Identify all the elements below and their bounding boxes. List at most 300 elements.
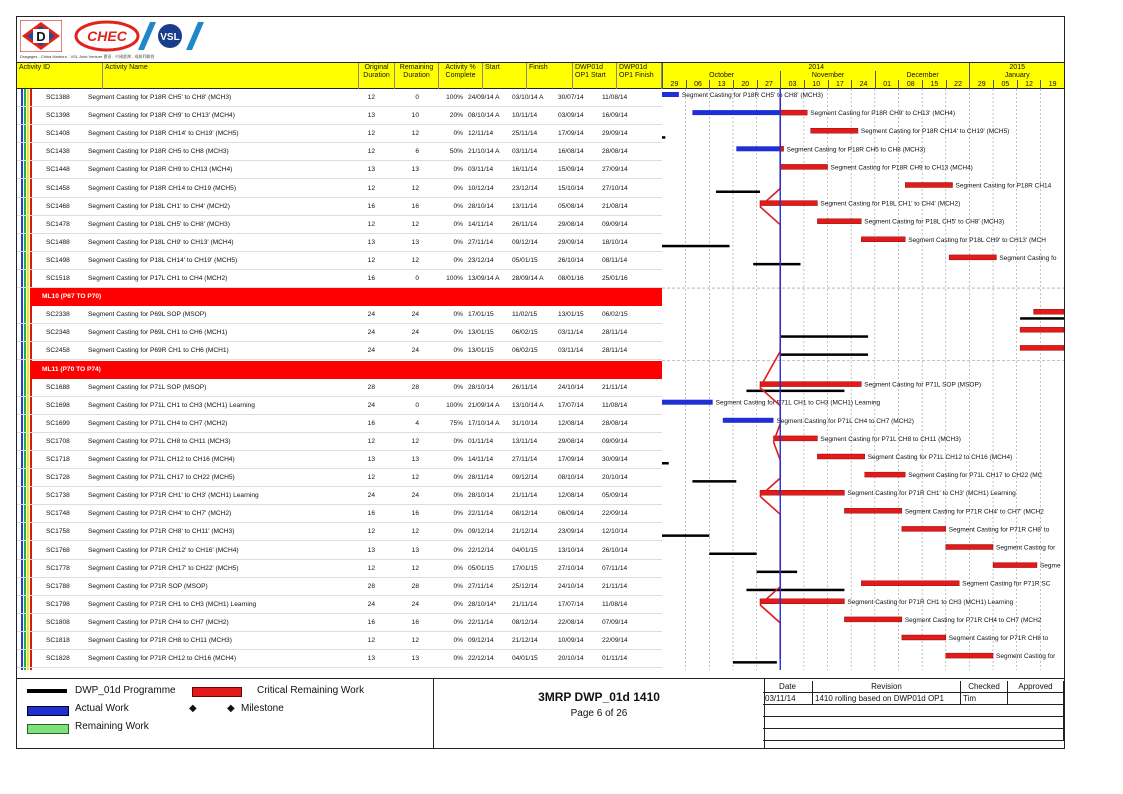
activity-id: SC1688 xyxy=(46,383,70,391)
activity-name: Segment Casting for P69L CH1 to CH6 (MCH1) xyxy=(88,329,228,337)
actual-bar[interactable] xyxy=(692,110,780,115)
pct-complete: 0% xyxy=(453,528,463,536)
table-row[interactable] xyxy=(17,252,662,270)
critical-bar[interactable] xyxy=(902,635,946,640)
dwp-start: 03/11/14 xyxy=(558,347,584,355)
pct-complete: 75% xyxy=(449,419,463,427)
table-row[interactable] xyxy=(17,143,662,161)
original-duration: 24 xyxy=(367,492,375,500)
rev-approved xyxy=(1008,693,1064,705)
finish-date: 13/11/14 xyxy=(512,202,538,210)
activity-name: Segment Casting for P71L CH8 to CH11 (MCH3) xyxy=(88,437,231,445)
critical-bar[interactable] xyxy=(844,508,901,513)
activity-name: Segment Casting for P69R CH1 to CH6 (MCH1) xyxy=(88,347,229,355)
table-row[interactable] xyxy=(17,397,662,415)
finish-date: 27/11/14 xyxy=(512,456,538,463)
remaining-duration: 13 xyxy=(411,456,419,463)
activity-name: Segment Casting for P18L CH14' to CH19' (MCH5) xyxy=(88,256,238,264)
baseline-bar[interactable] xyxy=(780,335,868,338)
dwp-start: 22/08/14 xyxy=(558,618,584,626)
finish-date: 21/12/14 xyxy=(512,637,538,644)
activity-id: SC1698 xyxy=(46,401,70,409)
finish-date: 21/11/14 xyxy=(512,600,538,608)
finish-date: 21/12/14 xyxy=(512,528,538,536)
baseline-bar[interactable] xyxy=(746,390,844,393)
start-date: 08/10/14 A xyxy=(468,112,500,120)
activity-name: Segment Casting for P71L SOP (MSOP) xyxy=(88,383,207,391)
critical-bar[interactable] xyxy=(817,219,861,224)
dwp-finish: 07/09/14 xyxy=(602,618,628,626)
timescale-months xyxy=(662,71,1064,80)
baseline-bar[interactable] xyxy=(662,534,709,537)
bar-label: Segment Casting for P18R CH9 to CH13 (MCH4) xyxy=(830,164,973,172)
week-label: 12 xyxy=(1017,80,1041,89)
table-row[interactable] xyxy=(17,505,662,523)
original-duration: 12 xyxy=(367,474,375,482)
baseline-bar[interactable] xyxy=(662,245,730,248)
dragages-letter: D xyxy=(36,29,46,44)
original-duration: 12 xyxy=(367,94,375,101)
finish-date: 28/09/14 A xyxy=(512,275,544,282)
dwp-finish: 11/08/14 xyxy=(602,94,628,101)
activity-name: Segment Casting for P18R CH5 to CH8 (MCH3) xyxy=(88,148,229,156)
pct-complete: 0% xyxy=(453,600,463,608)
table-row[interactable] xyxy=(17,451,662,469)
start-date: 12/11/14 xyxy=(468,130,494,138)
col-pct-complete[interactable]: Activity % Complete xyxy=(439,63,483,89)
critical-bar[interactable] xyxy=(946,653,993,658)
bar-label: Segment Casting for P18R CH14 xyxy=(955,182,1052,190)
start-date: 14/11/14 xyxy=(468,220,494,228)
start-date: 28/10/14 xyxy=(468,492,494,500)
activity-id: SC1828 xyxy=(46,655,70,663)
baseline-bar[interactable] xyxy=(733,661,777,664)
critical-bar[interactable] xyxy=(861,581,959,586)
critical-bar[interactable] xyxy=(861,237,905,242)
critical-bar[interactable] xyxy=(905,183,952,188)
original-duration: 24 xyxy=(367,401,375,409)
dwp-finish: 28/08/14 xyxy=(602,148,628,156)
start-date: 28/10/14* xyxy=(468,600,497,608)
baseline-bar[interactable] xyxy=(1020,317,1064,320)
activity-name: Segment Casting for P71R CH4' to CH7' (MCH2) xyxy=(88,510,232,518)
dwp-finish: 20/10/14 xyxy=(602,474,628,482)
activity-name: Segment Casting for P71L CH12 to CH16 (MCH4) xyxy=(88,456,235,463)
dwp-start: 16/08/14 xyxy=(558,148,584,156)
table-row[interactable] xyxy=(17,487,662,505)
year-label: 2014 xyxy=(662,63,969,72)
dwp-finish: 27/10/14 xyxy=(602,184,628,192)
bar-label: Segment Casting for P71R CH1 to CH3 (MCH1) Learning xyxy=(847,598,1014,606)
table-row[interactable] xyxy=(17,596,662,614)
dwp-finish: 29/09/14 xyxy=(602,130,628,138)
finish-date: 11/02/15 xyxy=(512,311,538,319)
finish-date: 17/01/15 xyxy=(512,564,538,572)
table-row[interactable] xyxy=(17,89,662,107)
start-date: 28/10/14 xyxy=(468,383,494,391)
bar-label: Segment Casting for P18R CH5 to CH8 (MCH3) xyxy=(786,146,926,154)
dwp-finish: 06/02/15 xyxy=(602,311,628,319)
table-row[interactable] xyxy=(17,632,662,650)
table-row[interactable] xyxy=(17,433,662,451)
remaining-duration: 12 xyxy=(411,130,419,138)
critical-bar[interactable] xyxy=(949,255,996,260)
dwp-finish: 05/09/14 xyxy=(602,492,628,500)
dwp-finish: 08/11/14 xyxy=(602,256,628,264)
baseline-bar[interactable] xyxy=(692,480,736,483)
finish-date: 23/12/14 xyxy=(512,184,538,192)
rev-blank-row xyxy=(763,717,1064,729)
critical-bar[interactable] xyxy=(865,472,906,477)
col-finish[interactable]: Finish xyxy=(527,63,573,89)
activity-name: Segment Casting for P18R CH5' to CH8' (MCH3) xyxy=(88,94,232,101)
legend-milestone-diamond-icon: ◆ xyxy=(227,703,235,714)
start-date: 17/10/14 A xyxy=(468,419,500,427)
year-label: 2015 xyxy=(969,63,1064,72)
critical-bar[interactable] xyxy=(902,526,946,531)
pct-complete: 20% xyxy=(449,112,463,120)
week-label: 24 xyxy=(851,80,875,89)
critical-bar[interactable] xyxy=(993,563,1037,568)
activity-name: Segment Casting for P71R CH8 to CH11 (MCH3) xyxy=(88,637,232,644)
dwp-start: 12/08/14 xyxy=(558,419,584,427)
baseline-bar[interactable] xyxy=(662,462,669,465)
legend-milestone-icon: ◆ xyxy=(189,703,197,714)
dwp-start: 03/11/14 xyxy=(558,329,584,337)
week-label: 27 xyxy=(757,80,781,89)
start-date: 24/09/14 A xyxy=(468,94,500,101)
dwp-finish: 22/09/14 xyxy=(602,637,628,644)
remaining-duration: 12 xyxy=(411,474,419,482)
activity-id: SC1728 xyxy=(46,474,70,482)
dwp-start: 29/09/14 xyxy=(558,238,584,246)
remaining-duration: 16 xyxy=(411,510,419,518)
pct-complete: 0% xyxy=(453,220,463,228)
start-date: 03/11/14 xyxy=(468,166,494,174)
finish-date: 09/12/14 xyxy=(512,238,538,246)
col-activity-id[interactable]: Activity ID xyxy=(17,63,103,89)
original-duration: 12 xyxy=(367,184,375,192)
dwp-finish: 11/08/14 xyxy=(602,600,628,608)
bar-label: Segment Casting for P71L CH4 to CH7 (MCH2) xyxy=(776,417,914,425)
dwp-finish: 21/11/14 xyxy=(602,383,628,391)
bar-label: Segment Casting for P71L SOP (MSOP) xyxy=(864,381,982,389)
original-duration: 16 xyxy=(367,419,375,427)
vsl-logo xyxy=(136,20,204,52)
dwp-finish: 28/11/14 xyxy=(602,329,628,337)
col-original-duration[interactable]: Original Duration xyxy=(359,63,395,89)
baseline-bar[interactable] xyxy=(753,263,800,266)
baseline-bar[interactable] xyxy=(780,353,868,356)
table-row[interactable] xyxy=(17,161,662,179)
dwp-finish: 27/09/14 xyxy=(602,166,628,174)
original-duration: 16 xyxy=(367,202,375,210)
rev-blank-row xyxy=(763,729,1064,741)
actual-bar[interactable] xyxy=(662,400,713,405)
original-duration: 13 xyxy=(367,238,375,246)
rev-header-date: Date xyxy=(763,681,813,693)
original-duration: 12 xyxy=(367,256,375,264)
activity-name: Segment Casting for P18R CH14 to CH19 (MCH5) xyxy=(88,184,237,192)
table-row[interactable] xyxy=(17,180,662,198)
remaining-duration: 13 xyxy=(411,238,419,246)
table-row[interactable] xyxy=(17,125,662,143)
activity-name: Segment Casting for P18L CH1' to CH4' (MCH2) xyxy=(88,202,230,210)
table-row[interactable] xyxy=(17,234,662,252)
remaining-duration: 13 xyxy=(411,546,419,554)
dwp-start: 26/10/14 xyxy=(558,256,584,264)
baseline-bar[interactable] xyxy=(709,553,756,556)
remaining-duration: 24 xyxy=(411,347,419,355)
col-start[interactable]: Start xyxy=(483,63,527,89)
finish-date: 26/11/14 xyxy=(512,383,538,391)
dwp-finish: 26/10/14 xyxy=(602,546,628,554)
bar-label: Segment Casting for P18R CH14' to CH19' (MCH5) xyxy=(860,128,1010,136)
bar-label: Segment Casting for P18R CH5' to CH8' (MCH3) xyxy=(681,92,824,99)
remaining-duration: 12 xyxy=(411,528,419,536)
month-label: December xyxy=(875,71,970,80)
table-row[interactable] xyxy=(17,107,662,125)
activity-id: SC1448 xyxy=(46,166,70,174)
finish-date: 25/12/14 xyxy=(512,582,538,590)
dwp-start: 24/10/14 xyxy=(558,582,584,590)
activity-name: Segment Casting for P18L CH5' to CH8' (MCH3) xyxy=(88,220,230,228)
table-row[interactable] xyxy=(17,650,662,668)
activity-id: SC1518 xyxy=(46,275,70,282)
table-row[interactable] xyxy=(17,560,662,578)
bar-label: Segment Casting for P71L CH1 to CH3 (MCH1) Learning xyxy=(715,399,881,407)
original-duration: 13 xyxy=(367,456,375,463)
table-row[interactable] xyxy=(17,324,662,342)
legend-critical-label: Critical Remaining Work xyxy=(257,685,365,696)
dwp-finish: 21/08/14 xyxy=(602,202,628,210)
activity-name: Segment Casting for P71R CH12 to CH16 (MCH4) xyxy=(88,655,237,663)
legend-milestone-label: Milestone xyxy=(241,703,284,714)
baseline-bar[interactable] xyxy=(716,191,760,194)
table-row[interactable] xyxy=(17,216,662,234)
activity-id: SC1818 xyxy=(46,637,70,644)
table-row[interactable] xyxy=(17,614,662,632)
rev-header-revision: Revision xyxy=(813,681,961,693)
actual-bar[interactable] xyxy=(736,146,780,151)
original-duration: 24 xyxy=(367,329,375,337)
pct-complete: 0% xyxy=(453,546,463,554)
wbs-band[interactable] xyxy=(30,361,662,379)
bar-label: Segment Casting for xyxy=(996,653,1056,661)
start-date: 01/11/14 xyxy=(468,437,494,445)
finish-date: 04/01/15 xyxy=(512,655,538,663)
progress-line xyxy=(773,442,780,460)
finish-date: 21/11/14 xyxy=(512,492,538,500)
table-row[interactable] xyxy=(17,469,662,487)
remaining-duration: 28 xyxy=(411,383,419,391)
baseline-bar[interactable] xyxy=(662,136,665,139)
legend-critical-swatch xyxy=(192,687,242,697)
activity-name: Segment Casting for P69L SOP (MSOP) xyxy=(88,311,207,319)
original-duration: 28 xyxy=(367,383,375,391)
week-label: 06 xyxy=(686,80,710,89)
activity-id: SC1808 xyxy=(46,618,70,626)
dwp-start: 10/09/14 xyxy=(558,637,584,644)
remaining-duration: 0 xyxy=(415,275,419,282)
table-row[interactable] xyxy=(17,542,662,560)
critical-bar[interactable] xyxy=(760,382,861,387)
remaining-duration: 12 xyxy=(411,220,419,228)
table-header xyxy=(17,62,662,89)
pct-complete: 0% xyxy=(453,637,463,644)
critical-bar[interactable] xyxy=(844,617,901,622)
bar-label: Segment Casting for P18R CH9' to CH13' (MCH4) xyxy=(810,110,956,118)
table-row[interactable] xyxy=(17,523,662,541)
baseline-bar[interactable] xyxy=(746,589,844,592)
col-dwp-finish[interactable]: DWP01d OP1 Finish xyxy=(617,63,662,89)
dwp-start: 03/09/14 xyxy=(558,112,584,120)
critical-bar[interactable] xyxy=(946,545,993,550)
start-date: 13/09/14 A xyxy=(468,275,500,282)
remaining-duration: 6 xyxy=(415,148,419,156)
dwp-finish: 22/09/14 xyxy=(602,510,628,518)
remaining-duration: 12 xyxy=(411,184,419,192)
finish-date: 03/11/14 xyxy=(512,148,538,156)
table-row[interactable] xyxy=(17,306,662,324)
dwp-finish: 07/11/14 xyxy=(602,564,628,572)
col-remaining-duration[interactable]: Remaining Duration xyxy=(395,63,439,89)
page-number: Page 6 of 26 xyxy=(570,708,628,719)
critical-bar[interactable] xyxy=(780,110,807,115)
table-row[interactable] xyxy=(17,415,662,433)
month-label: January xyxy=(969,71,1064,80)
pct-complete: 0% xyxy=(453,564,463,572)
remaining-duration: 10 xyxy=(411,112,419,120)
actual-bar[interactable] xyxy=(662,92,679,97)
dwp-start: 23/09/14 xyxy=(558,528,584,536)
finish-date: 06/02/15 xyxy=(512,347,538,355)
critical-bar[interactable] xyxy=(811,128,858,133)
activity-id: SC1788 xyxy=(46,582,70,590)
finish-date: 03/10/14 A xyxy=(512,94,544,101)
activity-name: Segment Casting for P71R CH17' to CH22' (MCH5) xyxy=(88,564,239,572)
dwp-finish: 12/10/14 xyxy=(602,528,628,536)
pct-complete: 0% xyxy=(453,184,463,192)
activity-id: SC2348 xyxy=(46,329,70,337)
week-label: 03 xyxy=(780,80,804,89)
original-duration: 12 xyxy=(367,148,375,156)
bar-label: Segment Casting for P71R CH4' to CH7' (MCH2 xyxy=(904,508,1044,516)
pct-complete: 0% xyxy=(453,311,463,319)
critical-bar[interactable] xyxy=(760,490,844,495)
table-row[interactable] xyxy=(17,270,662,288)
table-row[interactable] xyxy=(17,342,662,360)
col-dwp-start[interactable]: DWP01d OP1 Start xyxy=(573,63,617,89)
col-activity-name[interactable]: Activity Name xyxy=(103,63,359,89)
critical-bar[interactable] xyxy=(817,454,864,459)
original-duration: 12 xyxy=(367,637,375,644)
pct-complete: 0% xyxy=(453,202,463,210)
bar-label: Segment Casting for P18L CH1' to CH4' (MCH2) xyxy=(820,200,961,208)
wbs-band[interactable] xyxy=(30,288,662,306)
remaining-duration: 16 xyxy=(411,618,419,626)
activity-id: SC1498 xyxy=(46,256,70,264)
remaining-duration: 12 xyxy=(411,256,419,264)
activity-id: SC1758 xyxy=(46,528,70,536)
finish-date: 08/12/14 xyxy=(512,618,538,626)
dwp-start: 15/09/14 xyxy=(558,166,584,174)
start-date: 17/01/15 xyxy=(468,311,494,319)
bar-label: Segment Casting for P71R CH8 to xyxy=(948,635,1049,642)
bar-label: Segment Casting for P71L CH12 to CH16 (MCH4) xyxy=(867,454,1013,461)
remaining-duration: 24 xyxy=(411,329,419,337)
legend-remaining-swatch xyxy=(27,724,69,734)
baseline-bar[interactable] xyxy=(757,571,798,574)
remaining-duration: 13 xyxy=(411,166,419,174)
bar-label: Segment Casting for P18L CH9' to CH13' (MCH xyxy=(908,236,1046,244)
table-row[interactable] xyxy=(17,379,662,397)
dwp-start: 17/07/14 xyxy=(558,401,584,409)
critical-bar[interactable] xyxy=(1020,327,1064,332)
activity-id: SC1708 xyxy=(46,437,70,445)
critical-bar[interactable] xyxy=(760,201,817,206)
activity-name: Segment Casting for P71R CH1' to CH3' (MCH1) Learning xyxy=(88,492,259,500)
activity-id: SC1398 xyxy=(46,112,70,120)
original-duration: 13 xyxy=(367,655,375,663)
legend-actual-swatch xyxy=(27,706,69,716)
start-date: 22/11/14 xyxy=(468,510,494,518)
remaining-duration: 28 xyxy=(411,582,419,590)
original-duration: 12 xyxy=(367,130,375,138)
month-label: November xyxy=(780,71,875,80)
finish-date: 13/11/14 xyxy=(512,437,538,445)
chec-text: CHEC xyxy=(87,28,127,44)
pct-complete: 0% xyxy=(453,256,463,264)
dwp-start: 29/08/14 xyxy=(558,220,584,228)
activity-name: Segment Casting for P71R CH4 to CH7 (MCH2) xyxy=(88,618,229,626)
critical-bar[interactable] xyxy=(780,164,827,169)
pct-complete: 0% xyxy=(453,456,463,463)
activity-name: Segment Casting for P71R CH1 to CH3 (MCH1) Learning xyxy=(88,600,257,608)
finish-date: 09/12/14 xyxy=(512,474,538,482)
remaining-duration: 13 xyxy=(411,655,419,663)
dwp-start: 17/09/14 xyxy=(558,456,584,463)
month-label: October xyxy=(662,71,780,80)
bar-label: Segment Casting for P71R CH4 to CH7 (MCH2 xyxy=(904,616,1042,624)
activity-id: SC1798 xyxy=(46,600,70,608)
dwp-finish: 28/08/14 xyxy=(602,419,628,427)
week-label: 15 xyxy=(922,80,946,89)
dwp-start: 05/08/14 xyxy=(558,202,584,210)
start-date: 27/11/14 xyxy=(468,582,494,590)
pct-complete: 0% xyxy=(453,238,463,246)
critical-bar[interactable] xyxy=(1020,345,1064,350)
activity-id: SC1468 xyxy=(46,202,70,210)
rev-checked: Tim xyxy=(961,693,1008,705)
critical-bar[interactable] xyxy=(760,599,844,604)
legend-actual-label: Actual Work xyxy=(75,703,129,714)
actual-bar[interactable] xyxy=(723,418,774,423)
timescale-weeks xyxy=(662,80,1064,89)
pct-complete: 0% xyxy=(453,582,463,590)
bar-label: Segment Casting for P71L CH17 to CH22 (MC xyxy=(908,472,1043,480)
activity-name: Segment Casting for P18L CH9' to CH13' (MCH4) xyxy=(88,238,234,246)
original-duration: 24 xyxy=(367,600,375,608)
bar-label: Segment Casting for P71R CH1' to CH3' (MCH1) Learning xyxy=(847,490,1016,498)
table-row[interactable] xyxy=(17,198,662,216)
critical-bar[interactable] xyxy=(1034,309,1064,314)
activity-id: SC1438 xyxy=(46,148,70,156)
activity-name: Segment Casting for P71R CH8' to CH11' (MCH3) xyxy=(88,528,235,536)
activity-id: SC1488 xyxy=(46,238,70,246)
vsl-text: VSL xyxy=(160,32,180,43)
table-row[interactable] xyxy=(17,578,662,596)
